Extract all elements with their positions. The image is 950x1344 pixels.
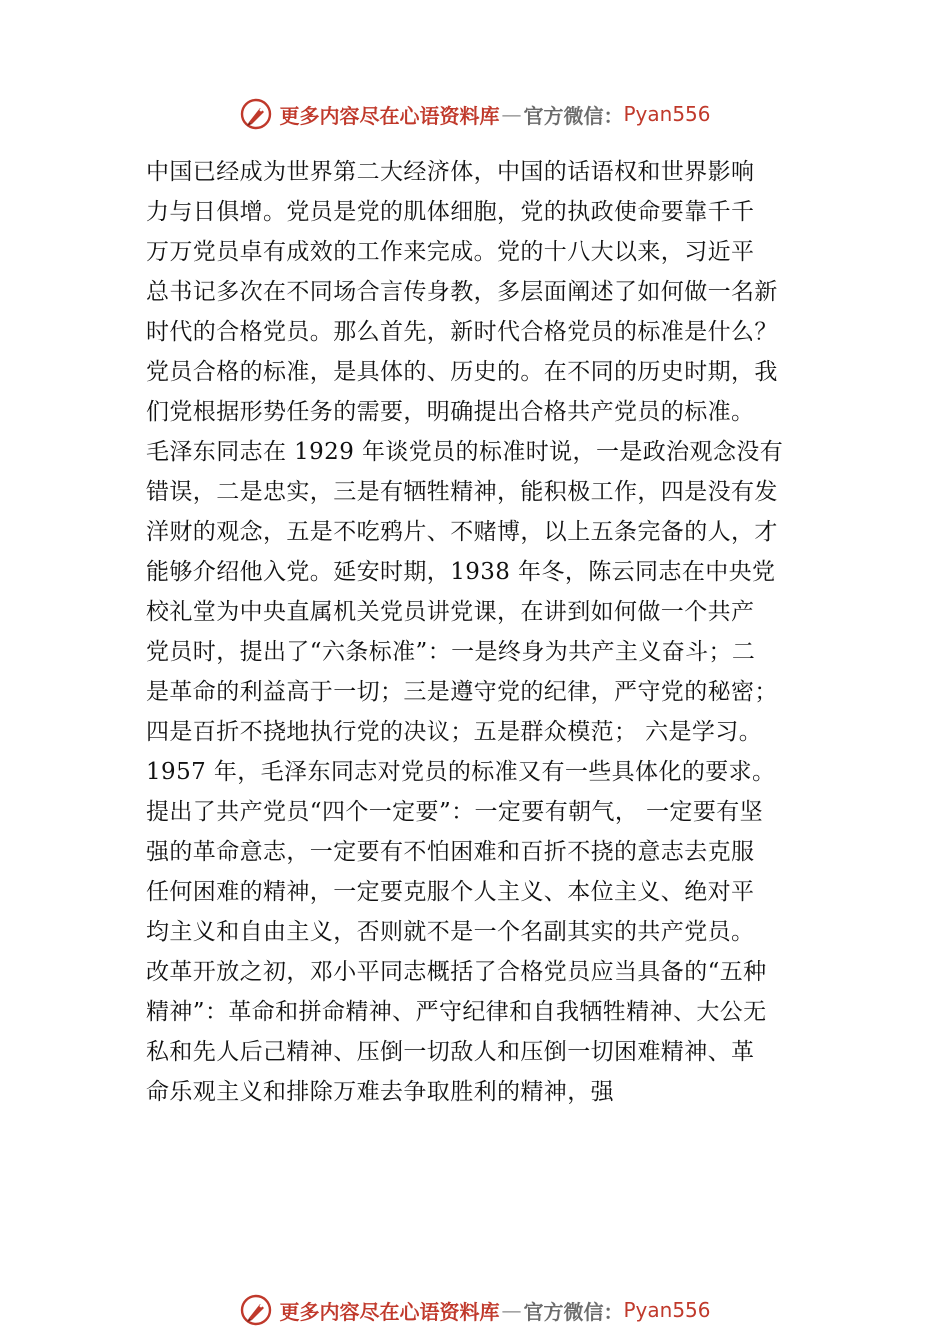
- body-line: 力与日俱增。党员是党的肌体细胞，党的执政使命要靠千千: [146, 199, 755, 225]
- header-banner: [0, 94, 950, 134]
- footer-brand-text: 更多内容尽在心语资料库: [279, 1299, 500, 1324]
- body-line: 党员合格的标准，是具体的、历史的。在不同的历史时期，我: [146, 359, 778, 385]
- body-line: 时代的合格党员。那么首先，新时代合格党员的标准是什么？: [146, 319, 778, 345]
- body-line: 毛泽东同志在 1929 年谈党员的标准时说，一是政治观念没有: [146, 439, 784, 465]
- body-line: 命乐观主义和排除万难去争取胜利的精神，强: [146, 1079, 614, 1105]
- body-line: 错误，二是忠实，三是有牺牲精神，能积极工作，四是没有发: [146, 479, 778, 505]
- footer-dash: —: [501, 1298, 522, 1322]
- body-line: 党员时，提出了“六条标准”：一是终身为共产主义奋斗；二: [146, 639, 756, 665]
- body-line: 是革命的利益高于一切；三是遵守党的纪律，严守党的秘密；: [146, 679, 778, 705]
- footer-wechat-id: Pyan556: [623, 1298, 711, 1322]
- body-line: 均主义和自由主义，否则就不是一个名副其实的共产党员。: [146, 919, 755, 945]
- header-dash: —: [501, 102, 522, 126]
- body-line: 任何困难的精神，一定要克服个人主义、本位主义、绝对平: [146, 879, 755, 905]
- body-line: 校礼堂为中央直属机关党员讲党课，在讲到如何做一个共产: [146, 599, 755, 625]
- body-line: 洋财的观念，五是不吃鸦片、不赌博，以上五条完备的人，才: [146, 519, 778, 545]
- body-line: 强的革命意志，一定要有不怕困难和百折不挠的意志去克服: [146, 839, 755, 865]
- footer-wechat-label: 官方微信：: [523, 1299, 624, 1324]
- body-line: 精神”：革命和拼命精神、严守纪律和自我牺牲精神、大公无: [146, 999, 767, 1025]
- body-line: 中国已经成为世界第二大经济体，中国的话语权和世界影响: [146, 159, 755, 185]
- footer-banner: [0, 1290, 950, 1330]
- body-line: 总书记多次在不同场合言传身教，多层面阐述了如何做一名新: [146, 279, 778, 305]
- body-line: 万万党员卓有成效的工作来完成。党的十八大以来，习近平: [146, 239, 755, 265]
- header-wechat-label: 官方微信：: [523, 103, 624, 128]
- body-line: 提出了共产党员“四个一定要”：一定要有朝气， 一定要有坚: [146, 799, 764, 825]
- body-line: 四是百折不挠地执行党的决议；五是群众模范； 六是学习。: [146, 719, 763, 745]
- body-line: 私和先人后己精神、压倒一切敌人和压倒一切困难精神、革: [146, 1039, 755, 1065]
- header-wechat-id: Pyan556: [623, 102, 711, 126]
- body-line: 能够介绍他入党。延安时期，1938 年冬，陈云同志在中央党: [146, 559, 776, 585]
- body-line: 改革开放之初，邓小平同志概括了合格党员应当具备的“五种: [146, 959, 767, 985]
- document-body: [146, 152, 826, 1112]
- body-line: 们党根据形势任务的需要，明确提出合格共产党员的标准。: [146, 399, 755, 425]
- body-line: 1957 年，毛泽东同志对党员的标准又有一些具体化的要求。: [146, 759, 776, 785]
- header-brand-text: 更多内容尽在心语资料库: [279, 103, 500, 128]
- pen-nib-logo-icon: [239, 97, 273, 131]
- pen-nib-logo-icon: [239, 1293, 273, 1327]
